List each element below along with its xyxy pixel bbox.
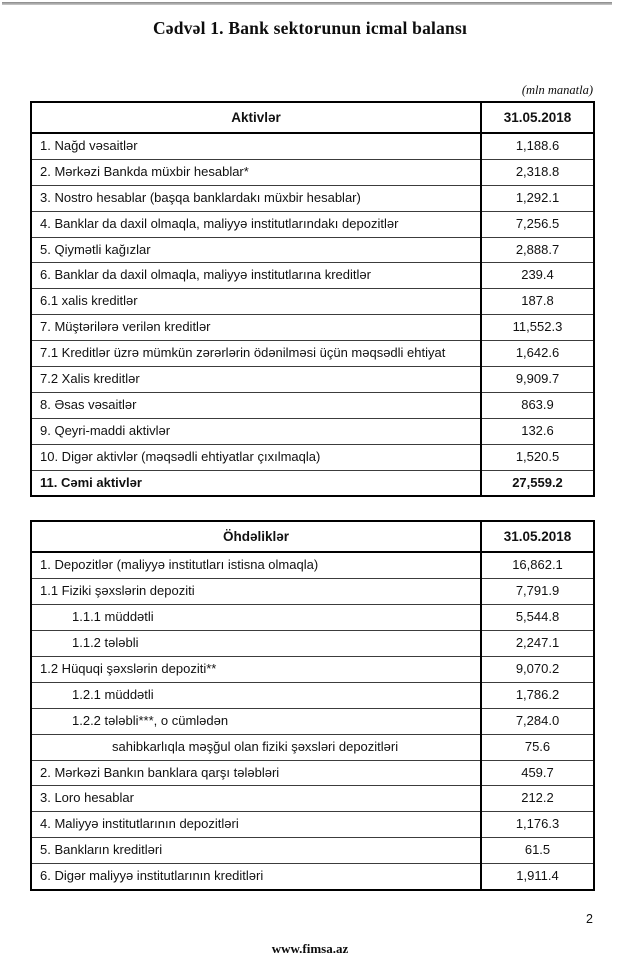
- row-label: 9. Qeyri-maddi aktivlər: [31, 418, 481, 444]
- table-row: [31, 657, 594, 683]
- row-value: 5,544.8: [481, 605, 594, 631]
- table-gap: [0, 497, 620, 520]
- table-row: [31, 605, 594, 631]
- row-label: 7.1 Kreditlər üzrə mümkün zərərlərin ödənilməsi üçün məqsədli ehtiyat: [31, 341, 481, 367]
- row-value: 132.6: [481, 418, 594, 444]
- table-row: [31, 838, 594, 864]
- row-value: 7,791.9: [481, 579, 594, 605]
- table-row: [31, 263, 594, 289]
- table-row: [31, 237, 594, 263]
- row-value: 863.9: [481, 392, 594, 418]
- row-label: 1.1.1 müddətli: [31, 605, 481, 631]
- row-value: 9,909.7: [481, 367, 594, 393]
- row-value: 1,642.6: [481, 341, 594, 367]
- row-value: 459.7: [481, 760, 594, 786]
- row-label: 11. Cəmi aktivlər: [31, 470, 481, 496]
- row-value: 2,318.8: [481, 159, 594, 185]
- row-value: 1,292.1: [481, 185, 594, 211]
- row-label: 2. Mərkəzi Bankın banklara qarşı tələbləri: [31, 760, 481, 786]
- liabilities-header-title: Öhdəliklər: [31, 521, 481, 552]
- table-row: [31, 760, 594, 786]
- table-row: [31, 392, 594, 418]
- footer-url: www.fimsa.az: [271, 941, 349, 956]
- page-title: Cədvəl 1. Bank sektorunun icmal balansı: [152, 18, 468, 38]
- table-row: [31, 864, 594, 890]
- row-value: 7,256.5: [481, 211, 594, 237]
- row-value: 1,188.6: [481, 133, 594, 159]
- row-value: 75.6: [481, 734, 594, 760]
- row-label: 1.2.1 müddətli: [31, 682, 481, 708]
- table-row: [31, 159, 594, 185]
- row-label: 4. Banklar da daxil olmaqla, maliyyə institutlarındakı depozitlər: [31, 211, 481, 237]
- table-row: [31, 133, 594, 159]
- table-row: [31, 708, 594, 734]
- row-label: 7. Müştərilərə verilən kreditlər: [31, 315, 481, 341]
- table-row: [31, 315, 594, 341]
- row-value: 1,176.3: [481, 812, 594, 838]
- row-value: 27,559.2: [481, 470, 594, 496]
- table-row: [31, 289, 594, 315]
- row-value: 239.4: [481, 263, 594, 289]
- row-value: 2,888.7: [481, 237, 594, 263]
- table-row: [31, 631, 594, 657]
- assets-header-title: Aktivlər: [31, 102, 481, 133]
- total-assets-row: [31, 470, 594, 496]
- liabilities-header-date: 31.05.2018: [481, 521, 594, 552]
- table-row: [31, 812, 594, 838]
- assets-table: [30, 101, 595, 497]
- row-value: 11,552.3: [481, 315, 594, 341]
- row-label: 7.2 Xalis kreditlər: [31, 367, 481, 393]
- row-label: 1.2.2 tələbli***, o cümlədən: [31, 708, 481, 734]
- row-value: 212.2: [481, 786, 594, 812]
- header-rule: [2, 2, 612, 5]
- row-label: 1.1.2 tələbli: [31, 631, 481, 657]
- row-label: 6.1 xalis kreditlər: [31, 289, 481, 315]
- unit-note: (mln manatla): [521, 83, 593, 97]
- row-label: 6. Digər maliyyə institutlarının kreditləri: [31, 864, 481, 890]
- liabilities-header-row: [31, 521, 594, 552]
- row-label: 3. Loro hesablar: [31, 786, 481, 812]
- row-label: 1.1 Fiziki şəxslərin depoziti: [31, 579, 481, 605]
- row-label: 3. Nostro hesablar (başqa banklardakı müxbir hesablar): [31, 185, 481, 211]
- row-value: 61.5: [481, 838, 594, 864]
- row-label: 5. Qiymətli kağızlar: [31, 237, 481, 263]
- row-value: 1,786.2: [481, 682, 594, 708]
- row-value: 1,911.4: [481, 864, 594, 890]
- table-row: [31, 682, 594, 708]
- table-row: [31, 418, 594, 444]
- table-row: [31, 185, 594, 211]
- row-value: 1,520.5: [481, 444, 594, 470]
- row-label: 5. Bankların kreditləri: [31, 838, 481, 864]
- row-label: 8. Əsas vəsaitlər: [31, 392, 481, 418]
- table-row: [31, 367, 594, 393]
- page-number: 2: [586, 912, 593, 926]
- row-label: 1. Nağd vəsaitlər: [31, 133, 481, 159]
- row-value: 16,862.1: [481, 552, 594, 578]
- table-row: [31, 444, 594, 470]
- row-value: 2,247.1: [481, 631, 594, 657]
- table-row: [31, 211, 594, 237]
- row-label: 6. Banklar da daxil olmaqla, maliyyə institutlarına kreditlər: [31, 263, 481, 289]
- liabilities-table: [30, 520, 595, 891]
- table-row: [31, 786, 594, 812]
- row-value: 7,284.0: [481, 708, 594, 734]
- row-label: sahibkarlıqla məşğul olan fiziki şəxsləri depozitləri: [31, 734, 481, 760]
- row-label: 1. Depozitlər (maliyyə institutları istisna olmaqla): [31, 552, 481, 578]
- row-value: 9,070.2: [481, 657, 594, 683]
- row-label: 10. Digər aktivlər (məqsədli ehtiyatlar çıxılmaqla): [31, 444, 481, 470]
- assets-header-row: [31, 102, 594, 133]
- assets-header-date: 31.05.2018: [481, 102, 594, 133]
- row-value: 187.8: [481, 289, 594, 315]
- row-label: 4. Maliyyə institutlarının depozitləri: [31, 812, 481, 838]
- table-row: [31, 341, 594, 367]
- table-row: [31, 552, 594, 578]
- row-label: 2. Mərkəzi Bankda müxbir hesablar*: [31, 159, 481, 185]
- table-row: [31, 734, 594, 760]
- row-label: 1.2 Hüquqi şəxslərin depoziti**: [31, 657, 481, 683]
- table-row: [31, 579, 594, 605]
